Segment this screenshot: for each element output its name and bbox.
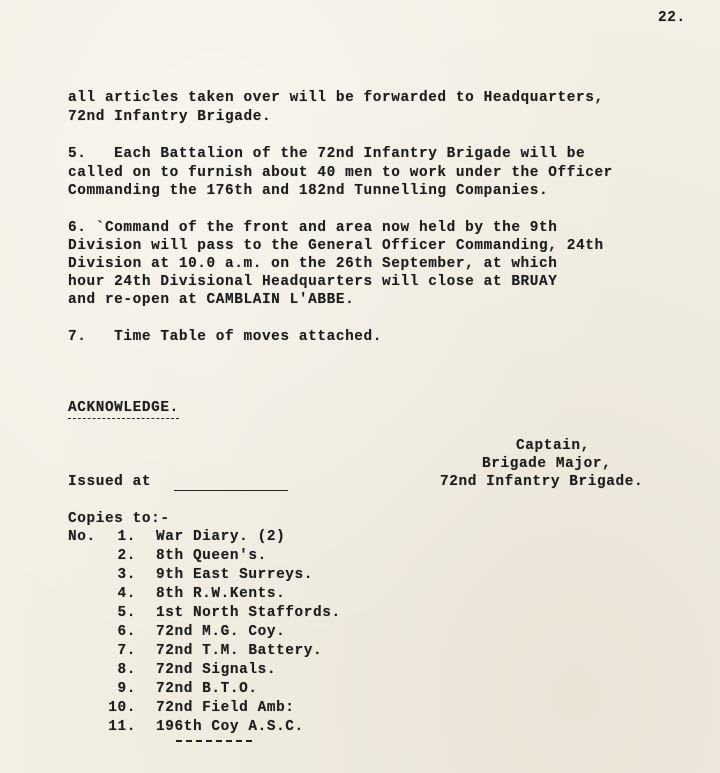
paragraph-5-line-3: Commanding the 176th and 182nd Tunnelling Companies. bbox=[68, 183, 549, 199]
copy-number: 6. bbox=[117, 624, 136, 640]
copy-number: 2. bbox=[117, 548, 136, 564]
copy-recipient: 196th Coy A.S.C. bbox=[156, 719, 304, 735]
signature-title: Brigade Major, bbox=[482, 456, 612, 472]
paragraph-5-line-2: called on to furnish about 40 men to work under the Officer bbox=[68, 165, 613, 181]
copy-number: 1. bbox=[117, 529, 136, 545]
issued-at-blank-line bbox=[174, 490, 288, 491]
copy-number: 7. bbox=[117, 643, 136, 659]
paragraph-7: 7. Time Table of moves attached. bbox=[68, 329, 383, 345]
copy-recipient: 72nd B.T.O. bbox=[156, 681, 258, 697]
paragraph-6-line-4: hour 24th Divisional Headquarters will close at BRUAY bbox=[68, 274, 558, 290]
paragraph-5-line-1: 5. Each Battalion of the 72nd Infantry Brigade will be bbox=[68, 146, 586, 162]
paragraph-6-line-5: and re-open at CAMBLAIN L'ABBE. bbox=[68, 292, 355, 308]
issued-at-label: Issued at bbox=[68, 474, 152, 490]
copy-number: 11. bbox=[108, 719, 136, 735]
intro-line-1: all articles taken over will be forwarded to Headquarters, bbox=[68, 90, 604, 106]
intro-line-2: 72nd Infantry Brigade. bbox=[68, 109, 272, 125]
copy-recipient: 1st North Staffords. bbox=[156, 605, 341, 621]
copy-number: 8. bbox=[117, 662, 136, 678]
copy-number: 4. bbox=[117, 586, 136, 602]
copy-recipient: War Diary. (2) bbox=[156, 529, 286, 545]
signature-rank: Captain, bbox=[516, 438, 590, 454]
copy-recipient: 72nd M.G. Coy. bbox=[156, 624, 286, 640]
signature-unit: 72nd Infantry Brigade. bbox=[440, 474, 644, 490]
copy-recipient: 8th Queen's. bbox=[156, 548, 267, 564]
copy-number: 9. bbox=[117, 681, 136, 697]
end-rule bbox=[176, 740, 252, 742]
copies-no-label: No. bbox=[68, 529, 96, 545]
copy-recipient: 72nd Signals. bbox=[156, 662, 277, 678]
copy-recipient: 72nd T.M. Battery. bbox=[156, 643, 323, 659]
copy-recipient: 9th East Surreys. bbox=[156, 567, 314, 583]
copy-recipient: 8th R.W.Kents. bbox=[156, 586, 286, 602]
copy-number: 5. bbox=[117, 605, 136, 621]
paragraph-6-line-2: Division will pass to the General Officer Commanding, 24th bbox=[68, 238, 604, 254]
copy-recipient: 72nd Field Amb: bbox=[156, 700, 295, 716]
copies-heading: Copies to:- bbox=[68, 511, 170, 527]
paragraph-6-line-1: 6. `Command of the front and area now held by the 9th bbox=[68, 220, 558, 236]
acknowledge-heading: ACKNOWLEDGE. bbox=[68, 400, 179, 419]
page-number: 22. bbox=[658, 10, 686, 26]
copy-number: 10. bbox=[108, 700, 136, 716]
copy-number: 3. bbox=[117, 567, 136, 583]
paragraph-6-line-3: Division at 10.0 a.m. on the 26th September, at which bbox=[68, 256, 558, 272]
